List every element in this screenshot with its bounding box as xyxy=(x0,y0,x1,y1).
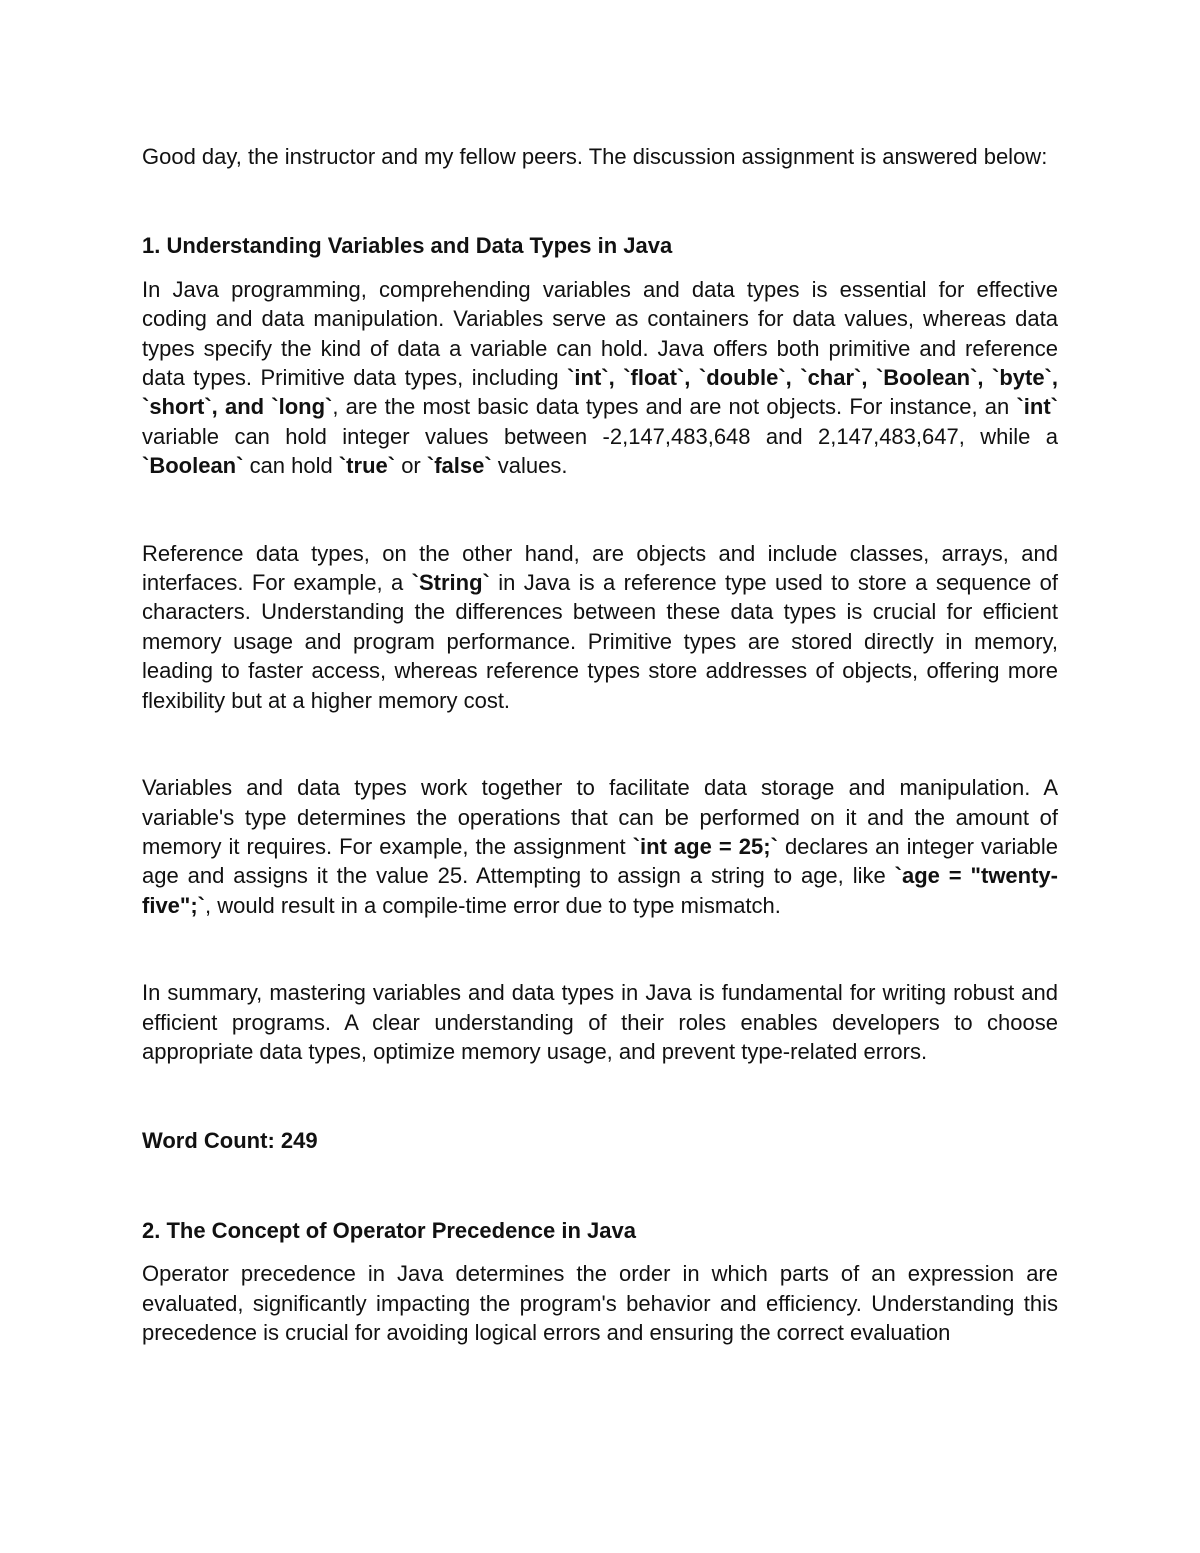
bold-code-text: `Boolean` xyxy=(142,453,244,479)
bold-code-text: `false` xyxy=(426,453,492,479)
section-2-heading: 2. The Concept of Operator Precedence in Java xyxy=(142,1217,636,1243)
section-1-paragraph-2 xyxy=(142,539,1058,715)
paragraph-text: declares an integer variable age and assigns it the value 25. Attempting to assign a string to age, like xyxy=(142,833,1059,889)
bold-code-text: `int age = 25;` xyxy=(632,833,778,859)
intro-paragraph: Good day, the instructor and my fellow peers. The discussion assignment is answered below: xyxy=(142,144,1048,169)
paragraph-text: In Java programming, comprehending variables and data types is essential for effective coding and data manipulation. Variables serve as containers for data values, whereas data types specify the kind of data a variable can hold. Java offers both primitive and reference data types. Primitive data types, including xyxy=(142,276,1058,391)
word-count: Word Count: 249 xyxy=(142,1128,318,1154)
paragraph-text: or xyxy=(395,453,427,479)
bold-code-text: `age = "twenty-five";` xyxy=(142,863,1058,918)
bold-code-text: `int` xyxy=(1016,394,1058,420)
paragraph-text: Reference data types, on the other hand, are objects and include classes, arrays, and interfaces. For example, a xyxy=(142,540,1058,596)
bold-code-text: `String` xyxy=(411,570,490,596)
paragraph-text: In summary, mastering variables and data types in Java is fundamental for writing robust and efficient programs. A clear understanding of their roles enables developers to choose appropriate data types, optimize memory usage, and prevent type-related errors. xyxy=(142,980,1058,1064)
paragraph-text: , are the most basic data types and are not objects. For instance, an xyxy=(332,394,1017,420)
bold-code-text: `true` xyxy=(338,453,396,479)
section-1-paragraph-3 xyxy=(142,773,1058,920)
paragraph-text: values. xyxy=(491,453,568,479)
bold-code-text: `int`, `float`, `double`, `char`, `Boolean`, `byte`, `short`, and `long` xyxy=(142,365,1058,420)
document-page xyxy=(142,142,1058,1347)
paragraph-text: variable can hold integer values between -2,147,483,648 and 2,147,483,647, while a xyxy=(142,423,1058,449)
paragraph-text: Variables and data types work together to facilitate data storage and manipulation. A variable's type determines the operations that can be performed on it and the amount of memory it requires. For example, the assignment xyxy=(142,775,1058,859)
section-1-heading: 1. Understanding Variables and Data Types in Java xyxy=(142,233,673,259)
paragraph-text: can hold xyxy=(243,453,339,479)
section-1-paragraph-4 xyxy=(142,978,1058,1066)
section-1-paragraph-1 xyxy=(142,275,1058,481)
section-2-paragraph-1 xyxy=(142,1259,1058,1347)
paragraph-text: Operator precedence in Java determines the order in which parts of an expression are evaluated, significantly impacting the program's behavior and efficiency. Understanding this precedence is crucial for avoiding logical errors and ensuring the correct evaluation xyxy=(142,1261,1058,1345)
paragraph-text: , would result in a compile-time error due to type mismatch. xyxy=(205,892,781,918)
paragraph-text: in Java is a reference type used to store a sequence of characters. Understanding the differences between these data types is crucial for efficient memory usage and program performance. Primitive types are stored directly in memory, leading to faster access, whereas reference types store addresses of objects, offering more flexibility but at a higher memory cost. xyxy=(142,570,1059,713)
